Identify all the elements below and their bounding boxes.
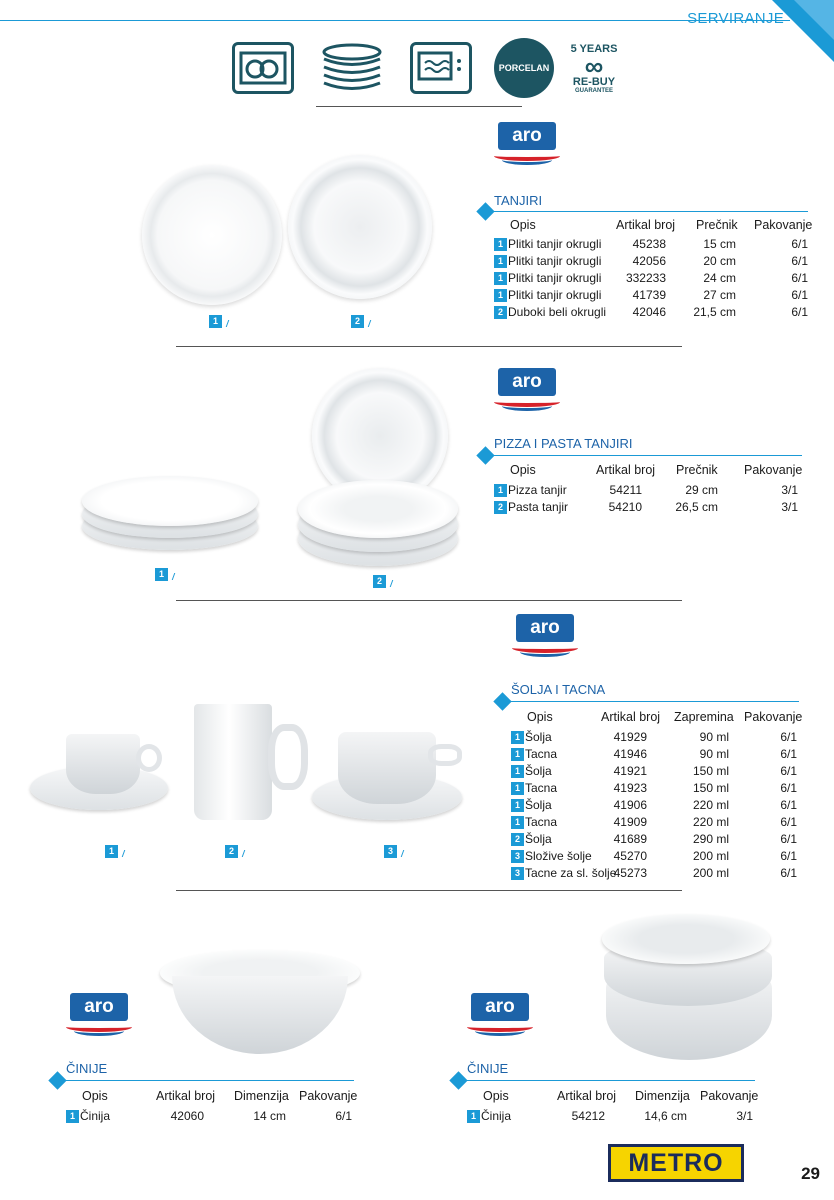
table-row: 1 Činija 54212 14,6 cm 3/1 xyxy=(467,1109,757,1126)
microwave-icon xyxy=(410,42,472,94)
mug-handle xyxy=(268,724,308,790)
bowl-stack-top xyxy=(602,914,770,964)
stack-cup-handle xyxy=(428,744,462,766)
table-row: 1 Tacna 41923 150 ml 6/1 xyxy=(511,781,801,798)
table-row: 1 Pizza tanjir 54211 29 cm 3/1 xyxy=(494,483,804,500)
table-row: 1 Tacna 41946 90 ml 6/1 xyxy=(511,747,801,764)
deep-plate-image xyxy=(288,155,432,299)
item-marker: 1 xyxy=(155,568,168,581)
table-row: 1 Šolja 41921 150 ml 6/1 xyxy=(511,764,801,781)
diamond-icon xyxy=(48,1071,66,1089)
corner-triangle-light xyxy=(794,0,834,40)
table-row: 3 Tacne za sl. šolje 45273 200 ml 6/1 xyxy=(511,866,801,883)
table-row: 1 Plitki tanjir okrugli 332233 24 cm 6/1 xyxy=(494,271,810,288)
plate-stack-icon xyxy=(320,42,382,94)
aro-logo: aro xyxy=(494,122,560,168)
diamond-icon xyxy=(449,1071,467,1089)
table-row: 2 Duboki beli okrugli 42046 21,5 cm 6/1 xyxy=(494,305,810,322)
warranty-badge xyxy=(566,44,622,95)
table-row: 1 Šolja 41906 220 ml 6/1 xyxy=(511,798,801,815)
pizza-plate-top xyxy=(82,476,258,526)
item-marker: 1 xyxy=(209,315,222,328)
table-row: 1 Plitki tanjir okrugli 45238 15 cm 6/1 xyxy=(494,237,810,254)
aro-logo: aro xyxy=(66,993,132,1039)
porcelain-badge: PORCELAN xyxy=(494,38,554,98)
diamond-icon xyxy=(493,692,511,710)
section-title-cinije: ČINIJE xyxy=(66,1061,108,1076)
metro-logo: METRO xyxy=(608,1144,744,1182)
table-row: 2 Pasta tanjir 54210 26,5 cm 3/1 xyxy=(494,500,804,517)
table-row: 1 Činija 42060 14 cm 6/1 xyxy=(66,1109,356,1126)
table-header: Opis Artikal broj Zapremina Pakovanje xyxy=(527,710,803,724)
item-marker: 2 xyxy=(351,315,364,328)
section-separator xyxy=(176,346,682,347)
section-separator xyxy=(176,890,682,891)
infinity-icon: ∞ xyxy=(584,51,604,81)
icons-separator xyxy=(316,106,522,107)
cup-handle xyxy=(136,744,162,772)
table-row: 1 Šolja 41929 90 ml 6/1 xyxy=(511,730,801,747)
aro-logo: aro xyxy=(512,614,578,660)
section-rule xyxy=(486,211,808,212)
stack-cup-image xyxy=(338,732,436,804)
diamond-icon xyxy=(476,446,494,464)
table-row: 1 Tacna 41909 220 ml 6/1 xyxy=(511,815,801,832)
section-title-tanjiri: TANJIRI xyxy=(494,193,543,208)
aro-logo: aro xyxy=(494,368,560,414)
section-rule xyxy=(459,1080,755,1081)
section-separator xyxy=(176,600,682,601)
section-header-title: SERVIRANJE xyxy=(687,10,784,27)
flat-plate-image xyxy=(142,165,282,305)
table-row: 1 Plitki tanjir okrugli 42056 20 cm 6/1 xyxy=(494,254,810,271)
table-row: 3 Složive šolje 45270 200 ml 6/1 xyxy=(511,849,801,866)
warranty-guarantee: GUARANTEE xyxy=(574,88,613,94)
item-marker: 2 xyxy=(225,845,238,858)
table-header: Opis Artikal broj Dimenzija Pakovanje xyxy=(483,1089,759,1103)
section-rule xyxy=(58,1080,354,1081)
item-marker: 3 xyxy=(384,845,397,858)
warranty-rebuy: RE-BUY xyxy=(572,76,616,88)
aro-logo: aro xyxy=(467,993,533,1039)
section-title-solja: ŠOLJA I TACNA xyxy=(511,682,606,697)
dishwasher-icon xyxy=(232,42,294,94)
item-marker: 1 xyxy=(105,845,118,858)
header-rule xyxy=(0,20,790,21)
pasta-plate-top xyxy=(298,480,458,538)
item-marker: 2 xyxy=(373,575,386,588)
table-row: 2 Šolja 41689 290 ml 6/1 xyxy=(511,832,801,849)
bowl-body xyxy=(172,976,348,1054)
mug-image xyxy=(194,704,272,820)
table-header: Opis Artikal broj Dimenzija Pakovanje xyxy=(82,1089,358,1103)
table-header: Opis Artikal broj Prečnik Pakovanje xyxy=(510,218,813,232)
diamond-icon xyxy=(476,202,494,220)
table-header: Opis Artikal broj Prečnik Pakovanje xyxy=(510,463,803,477)
section-title-pizza: PIZZA I PASTA TANJIRI xyxy=(494,436,633,451)
page-number: 29 xyxy=(801,1164,820,1183)
section-rule xyxy=(503,701,799,702)
table-row: 1 Plitki tanjir okrugli 41739 27 cm 6/1 xyxy=(494,288,810,305)
section-title-cinije: ČINIJE xyxy=(467,1061,509,1076)
warranty-years: 5 YEARS xyxy=(570,43,618,55)
cup-image xyxy=(66,734,140,794)
section-rule xyxy=(486,455,802,456)
